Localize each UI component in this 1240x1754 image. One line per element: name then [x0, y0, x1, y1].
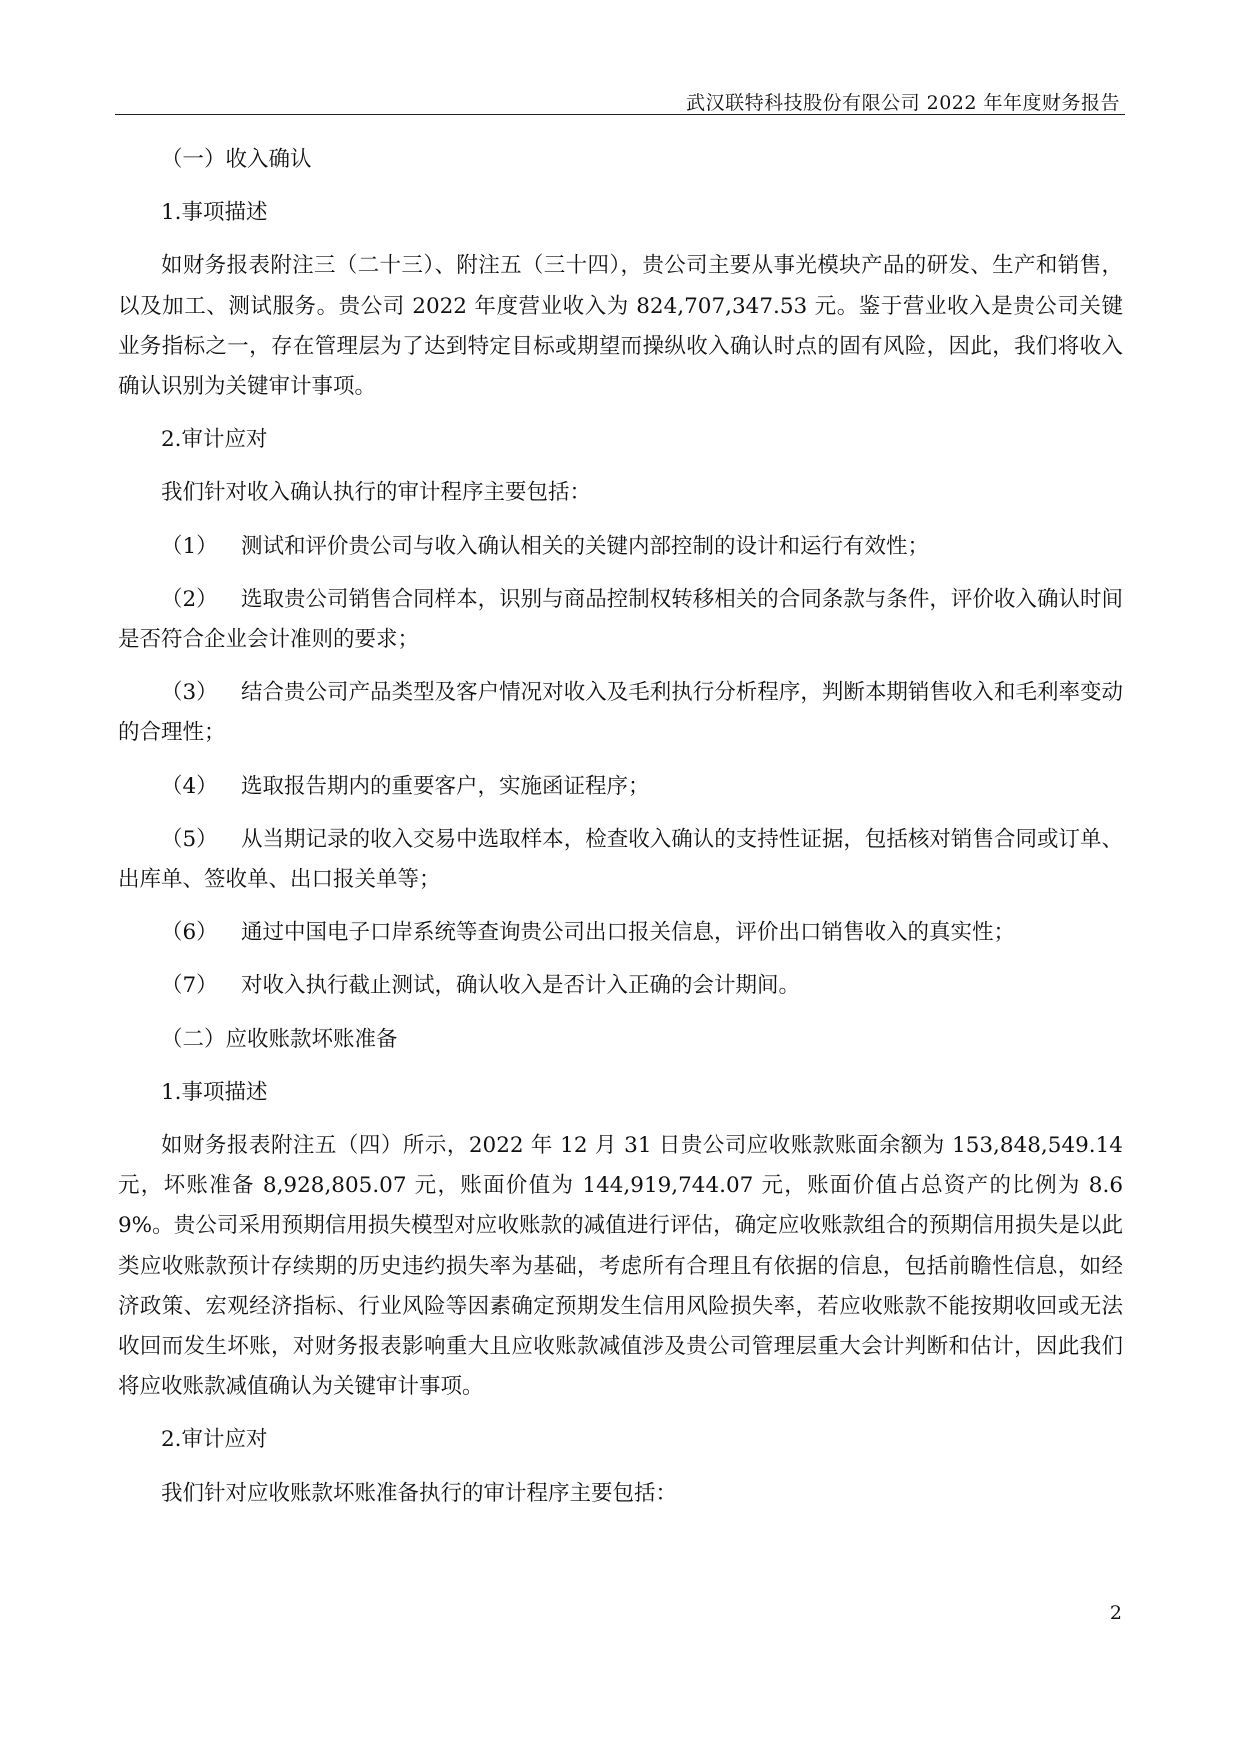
procedure-number: （6）	[161, 920, 218, 946]
section-heading-revenue: （一）收入确认	[161, 147, 312, 172]
header-divider	[115, 114, 1125, 115]
subheading-matter-description: 1.事项描述	[161, 1079, 268, 1105]
procedure-item	[118, 527, 1123, 567]
procedure-item	[118, 767, 1123, 807]
procedure-item	[118, 966, 1123, 1006]
procedure-text: 测试和评价贵公司与收入确认相关的关键内部控制的设计和运行有效性；	[241, 533, 930, 559]
procedure-number: （1）	[161, 533, 218, 559]
procedure-text: 对收入执行截止测试，确认收入是否计入正确的会计期间。	[241, 973, 801, 999]
section-heading-receivables: （二）应收账款坏账准备	[161, 1026, 398, 1052]
procedure-number: （3）	[161, 680, 218, 706]
procedure-text: 选取报告期内的重要客户，实施函证程序；	[241, 773, 650, 799]
procedure-text: 从当期记录的收入交易中选取样本，检查收入确认的支持性证据，包括核对销售合同或订单、出库单、签收单、出口报关单等；	[118, 826, 1123, 893]
procedure-number: （5）	[161, 826, 218, 852]
subheading-matter-description: 1.事项描述	[161, 200, 268, 226]
procedure-item	[118, 913, 1123, 953]
procedure-number: （7）	[161, 973, 218, 999]
procedure-text: 结合贵公司产品类型及客户情况对收入及毛利执行分析程序，判断本期销售收入和毛利率变动的合理性；	[118, 680, 1123, 746]
paragraph-procedures-intro: 我们针对收入确认执行的审计程序主要包括：	[161, 480, 592, 506]
procedure-item	[118, 820, 1123, 900]
procedure-number: （2）	[161, 586, 218, 612]
document-body	[118, 140, 1123, 1514]
report-header-title: 武汉联特科技股份有限公司 2022 年年度财务报告	[686, 92, 1120, 114]
procedure-item	[118, 673, 1123, 753]
page-number: 2	[1109, 1602, 1122, 1624]
paragraph-revenue-description: 如财务报表附注三（二十三）、附注五（三十四），贵公司主要从事光模块产品的研发、生产和销售，以及加工、测试服务。贵公司 2022 年度营业收入为 824,707,347.53 元。鉴于营业收入是贵公司关键业务指标之一，存在管理层为了达到特定目标或期望而操纵收入确认时点的固有风险，因此，我们将收入确认识别为关键审计事项。	[118, 253, 1123, 400]
paragraph-procedures-intro: 我们针对应收账款坏账准备执行的审计程序主要包括：	[161, 1480, 678, 1506]
procedure-item	[118, 580, 1123, 660]
subheading-audit-response: 2.审计应对	[161, 427, 268, 453]
procedure-number: （4）	[161, 773, 218, 799]
procedure-text: 选取贵公司销售合同样本，识别与商品控制权转移相关的合同条款与条件，评价收入确认时间是否符合企业会计准则的要求；	[118, 586, 1123, 653]
subheading-audit-response: 2.审计应对	[161, 1427, 268, 1453]
procedure-text: 通过中国电子口岸系统等查询贵公司出口报关信息，评价出口销售收入的真实性；	[241, 920, 1016, 946]
paragraph-receivables-description: 如财务报表附注五（四）所示，2022 年 12 月 31 日贵公司应收账款账面余额为 153,848,549.14 元，坏账准备 8,928,805.07 元，账面价值为 144,919,744.07 元，账面价值占总资产的比例为 8.69%。贵公司采用预期信用损失模型对应收账款的减值进行评估，确定应收账款组合的预期信用损失是以此类应收账款预计存续期的历史违约损失率为基础，考虑所有合理且有依据的信息，包括前瞻性信息，如经济政策、宏观经济指标、行业风险等因素确定预期发生信用风险损失率，若应收账款不能按期收回或无法收回而发生坏账，对财务报表影响重大且应收账款减值涉及贵公司管理层重大会计判断和估计，因此我们将应收账款减值确认为关键审计事项。	[118, 1133, 1123, 1400]
